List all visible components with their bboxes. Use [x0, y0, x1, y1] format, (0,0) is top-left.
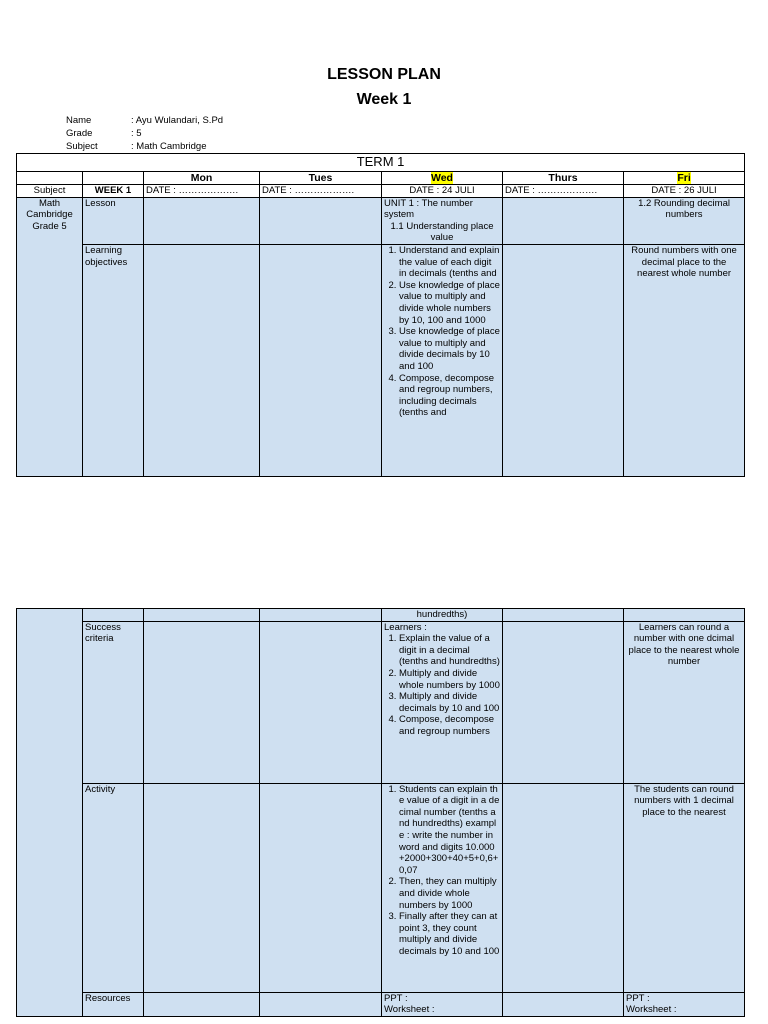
resources-wed-ppt: PPT : — [384, 992, 408, 1004]
lesson-plan-table-continued — [16, 608, 745, 1017]
day-wed-label: Wed — [431, 172, 453, 184]
success-item-4: 4. Compose, decompose and regroup numbers — [399, 714, 500, 737]
grade-label: Grade — [66, 128, 93, 139]
activity-wed — [382, 783, 503, 992]
date-tues: DATE : ………………. — [260, 185, 382, 198]
success-fri: Learners can round a number with one dcimal place to the nearest whole number — [624, 621, 745, 783]
date-mon: DATE : ………………. — [144, 185, 260, 198]
resources-fri-ppt: PPT : — [626, 992, 650, 1004]
success-item-1: 1. Explain the value of a digit in a decimal (tenths and hundredths) — [399, 633, 500, 668]
subject-cell-continued — [17, 609, 83, 1017]
resources-wed — [382, 992, 503, 1016]
activity-fri: The students can round numbers with 1 decimal place to the nearest — [624, 783, 745, 992]
objective-item-3: 3. Use knowledge of place value to multiply and divide decimals by 10 and 100 — [399, 326, 500, 372]
lesson-wed-topic: 1.1 Understanding place value — [390, 220, 494, 244]
doc-subtitle: Week 1 — [356, 91, 412, 108]
term-header: TERM 1 — [17, 154, 745, 172]
resources-wed-worksheet: Worksheet : — [384, 1004, 435, 1016]
subject-line-3: Grade 5 — [32, 220, 67, 232]
week-label: WEEK 1 — [83, 185, 144, 198]
objective-item-4: 4. Compose, decompose and regroup numbers, including decimals (tenths and — [399, 373, 500, 419]
resources-fri — [624, 992, 745, 1016]
success-item-2: 2. Multiply and divide whole numbers by 1000 — [399, 668, 500, 691]
objectives-wed-continued: hundredths) — [382, 609, 503, 622]
success-item-3: 3. Multiply and divide decimals by 10 and 100 — [399, 691, 500, 714]
lesson-wed-unit: UNIT 1 : The number system — [384, 197, 473, 221]
lesson-fri: 1.2 Rounding decimal numbers — [624, 197, 745, 244]
activity-label: Activity — [83, 783, 144, 992]
success-label: Success criteria — [83, 621, 144, 783]
day-fri — [624, 172, 745, 185]
activity-item-3: 3. Finally after they can at point 3, they count multiply and divide decimals by 10 and 100 — [399, 911, 500, 957]
activity-item-2: 2. Then, they can multiply and divide whole numbers by 1000 — [399, 876, 500, 911]
objectives-wed — [382, 244, 503, 476]
day-thurs: Thurs — [503, 172, 624, 185]
name-value: : Ayu Wulandari, S.Pd — [131, 115, 224, 126]
objectives-fri: Round numbers with one decimal place to the nearest whole number — [624, 244, 745, 476]
subject-label: Subject — [66, 141, 98, 152]
resources-fri-worksheet: Worksheet : — [626, 1004, 677, 1016]
teacher-info — [66, 114, 223, 153]
lesson-wed — [382, 197, 503, 244]
grade-value: : 5 — [131, 128, 142, 139]
subject-header: Subject — [17, 185, 83, 198]
success-intro: Learners : — [384, 621, 427, 633]
lesson-plan-table — [16, 153, 745, 477]
objective-item-2: 2. Use knowledge of place value to multiply and divide whole numbers by 10, 100 and 1000 — [399, 280, 500, 326]
objectives-label: Learning objectives — [83, 244, 144, 476]
day-tues: Tues — [260, 172, 382, 185]
subject-value: : Math Cambridge — [131, 141, 207, 152]
date-thurs: DATE : ………………. — [503, 185, 624, 198]
day-fri-label: Fri — [677, 172, 691, 184]
subject-cell — [17, 197, 83, 476]
activity-item-1: 1. Students can explain the value of a digit in a decimal number (tenths and hundredths) example : write the number in word and digits 10.000+2000+300+40+5+0,6+0,07 — [399, 784, 500, 877]
date-fri: DATE : 26 JULI — [624, 185, 745, 198]
doc-title: LESSON PLAN — [327, 66, 441, 83]
subject-line-1: Math — [38, 197, 61, 209]
day-mon: Mon — [144, 172, 260, 185]
objective-item-1: 1. Understand and explain the value of each digit in decimals (tenths and — [399, 245, 500, 280]
subject-line-2: Cambridge — [26, 209, 73, 221]
success-wed — [382, 621, 503, 783]
resources-label: Resources — [83, 992, 144, 1016]
day-wed — [382, 172, 503, 185]
lesson-label: Lesson — [83, 197, 144, 244]
name-label: Name — [66, 115, 92, 126]
date-wed: DATE : 24 JULI — [382, 185, 503, 198]
